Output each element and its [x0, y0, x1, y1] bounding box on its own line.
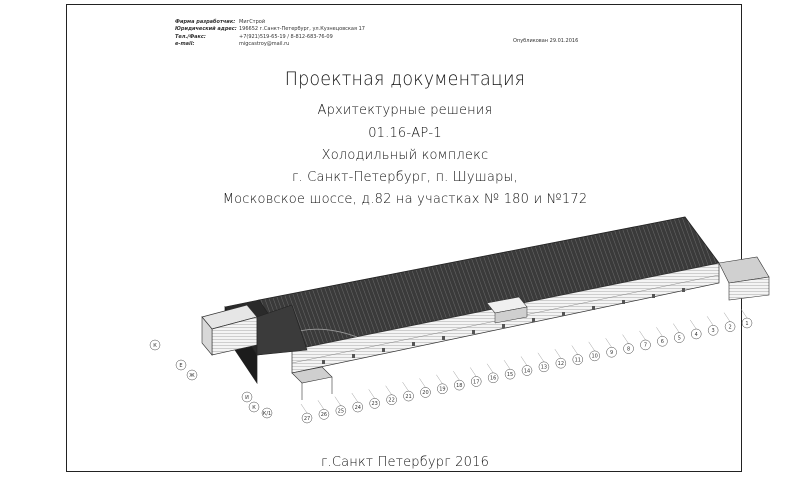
axis-number-label: 18: [456, 382, 463, 389]
axis-leader-line: [707, 316, 713, 325]
axis-leader-line: [724, 313, 730, 322]
axis-leader-line: [572, 346, 578, 355]
axis-number-label: 20: [422, 390, 429, 397]
axis-number-label: 22: [388, 397, 395, 404]
axis-number-label: 26: [320, 412, 328, 419]
axis-number-label: 27: [303, 415, 311, 422]
axis-number-label: 19: [439, 386, 446, 393]
drawing-sheet: [66, 4, 749, 472]
address-line-1: г. Санкт-Петербург, п. Шушары,: [292, 170, 518, 185]
axis-leader-line: [538, 353, 544, 362]
info-value: +7(921)519-65-19 / 8-812-683-76-09: [239, 33, 333, 40]
axis-number-label: 3: [711, 328, 715, 335]
axis-number-label: 14: [523, 368, 531, 375]
axis-leader-line: [470, 367, 476, 376]
axis-number-label: 4: [694, 331, 698, 338]
axis-number-label: 24: [354, 404, 361, 411]
document-code: 01.16-АР-1: [368, 126, 442, 141]
section-name: Архитектурные решения: [317, 103, 493, 118]
axis-leader-line: [555, 349, 561, 358]
document-title: Проектная документация: [284, 68, 526, 90]
footer-city-year: г.Санкт Петербург 2016: [320, 455, 490, 470]
axis-letter-label: К: [153, 342, 157, 349]
axis-number-label: 1: [745, 320, 749, 327]
info-value: 196652 г.Санкт-Петербург, ул.Кузнецовская 17: [239, 26, 365, 33]
axis-number-label: 11: [574, 357, 581, 364]
axis-number-label: 5: [677, 335, 681, 342]
axis-number-label: 9: [610, 350, 614, 357]
info-label: Юридический адрес:: [175, 26, 237, 33]
axis-leader-line: [386, 386, 392, 395]
axis-leader-line: [623, 335, 629, 344]
axis-leader-line: [741, 309, 747, 318]
axis-leader-line: [453, 371, 459, 380]
axis-leader-line: [656, 327, 662, 336]
axis-leader-line: [436, 375, 442, 384]
axis-number-label: 6: [660, 339, 664, 346]
axis-number-label: 15: [506, 371, 514, 378]
info-value: migcastroy@mail.ru: [239, 41, 290, 48]
axis-leader-line: [318, 400, 324, 409]
axis-leader-line: [369, 389, 375, 398]
axis-leader-line: [487, 364, 493, 373]
info-label: Тел./Факс:: [175, 33, 206, 40]
axis-number-label: 21: [405, 393, 412, 400]
building-isometric-drawing: [107, 205, 749, 430]
info-label: Фирма разработчик:: [175, 19, 236, 25]
axis-letter-label: К/1: [262, 410, 272, 417]
axis-number-label: 25: [337, 408, 345, 415]
axis-leader-line: [589, 342, 595, 351]
address-line-2: Московское шоссе, д.82 на участках № 180 и №172: [222, 192, 588, 207]
axis-leader-line: [521, 357, 527, 366]
axis-leader-line: [504, 360, 510, 369]
axis-letter-label: Ж: [189, 372, 195, 379]
axis-number-label: 2: [728, 324, 732, 331]
axis-number-label: 17: [473, 379, 480, 386]
axis-number-label: 7: [643, 342, 648, 349]
axis-number-label: 12: [557, 360, 565, 367]
axis-number-label: 13: [540, 364, 548, 371]
published-date: Опубликован 29.01.2016: [513, 38, 579, 44]
axis-leader-line: [673, 324, 679, 333]
axis-leader-line: [690, 320, 696, 329]
axis-number-label: 23: [371, 401, 378, 408]
object-name: Холодильный комплекс: [321, 148, 489, 163]
axis-letter-label: Е: [179, 362, 183, 369]
developer-info: [175, 19, 365, 49]
axis-number-label: 8: [626, 346, 631, 353]
axis-number-label: 10: [591, 353, 598, 360]
axis-letter-label: И: [245, 394, 249, 401]
axis-leader-line: [606, 338, 612, 347]
axis-leader-line: [403, 382, 409, 391]
axis-letter-label: К: [252, 404, 256, 411]
info-label: e-mail:: [175, 41, 195, 48]
axis-number-label: 16: [489, 375, 497, 382]
axis-leader-line: [639, 331, 645, 340]
axis-leader-line: [301, 404, 307, 413]
info-value: МигСтрой: [239, 19, 266, 25]
axis-leader-line: [335, 397, 341, 406]
axis-leader-line: [419, 378, 425, 387]
axis-leader-line: [352, 393, 358, 402]
